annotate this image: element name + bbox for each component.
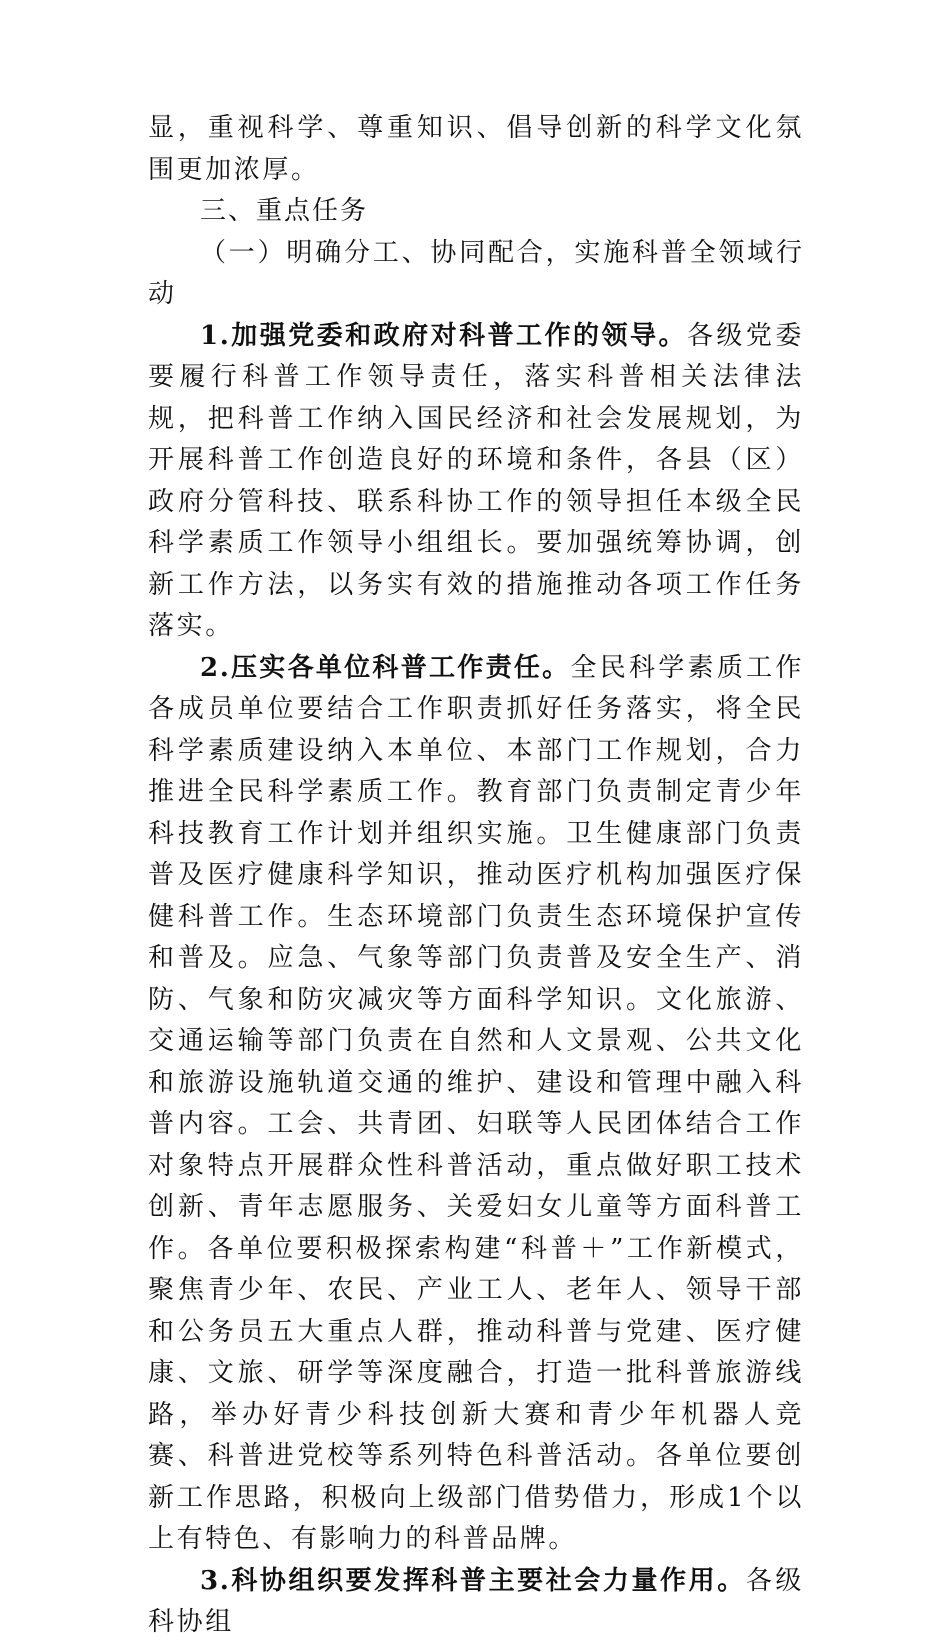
task-item-2 — [148, 648, 804, 1561]
document-body — [148, 108, 804, 1644]
task-item-3 — [148, 1561, 804, 1644]
intro-paragraph: 显，重视科学、尊重知识、倡导创新的科学文化氛围更加浓厚。 — [148, 113, 804, 185]
task-item-2-body: 全民科学素质工作各成员单位要结合工作职责抓好任务落实，将全民科学素质建设纳入本单位、本部门工作规划，合力推进全民科学素质工作。教育部门负责制定青少年科技教育工作计划并组织实施。卫生健康部门负责普及医疗健康科学知识，推动医疗机构加强医疗保健科普工作。生态环境部门负责生态环境保护宣传和普及。应急、气象等部门负责普及安全生产、消防、气象和防灾减灾等方面科学知识。文化旅游、交通运输等部门负责在自然和人文景观、公共文化和旅游设施轨道交通的维护、建设和管理中融入科普内容。工会、共青团、妇联等人民团体结合工作对象特点开展群众性科普活动，重点做好职工技术创新、青年志愿服务、关爱妇女儿童等方面科普工作。各单位要积极探索构建“科普＋”工作新模式，聚焦青少年、农民、产业工人、老年人、领导干部和公务员五大重点人群，推动科普与党建、医疗健康、文旅、研学等深度融合，打造一批科普旅游线路，举办好青少科技创新大赛和青少年机器人竞赛、科普进党校等系列特色科普活动。各单位要创新工作思路，积极向上级部门借势借力，形成1个以上有特色、有影响力的科普品牌。 — [148, 652, 804, 1554]
task-item-3-body: 各级科协组 — [148, 1565, 804, 1637]
task-item-2-lead: 2.压实各单位科普工作责任。 — [200, 652, 571, 683]
subsection-heading: （一）明确分工、协同配合，实施科普全领域行动 — [148, 237, 804, 309]
task-item-3-lead: 3.科协组织要发挥科普主要社会力量作用。 — [200, 1565, 746, 1596]
task-item-1-body: 各级党委要履行科普工作领导责任，落实科普相关法律法规，把科普工作纳入国民经济和社会发展规划，为开展科普工作创造良好的环境和条件，各县（区）政府分管科技、联系科协工作的领导担任本级全民科学素质工作领导小组组长。要加强统筹协调，创新工作方法，以务实有效的措施推动各项工作任务落实。 — [148, 320, 804, 641]
task-item-1 — [148, 316, 804, 648]
section-heading: 三、重点任务 — [200, 196, 369, 226]
task-item-1-lead: 1.加强党委和政府对科普工作的领导。 — [200, 320, 687, 351]
